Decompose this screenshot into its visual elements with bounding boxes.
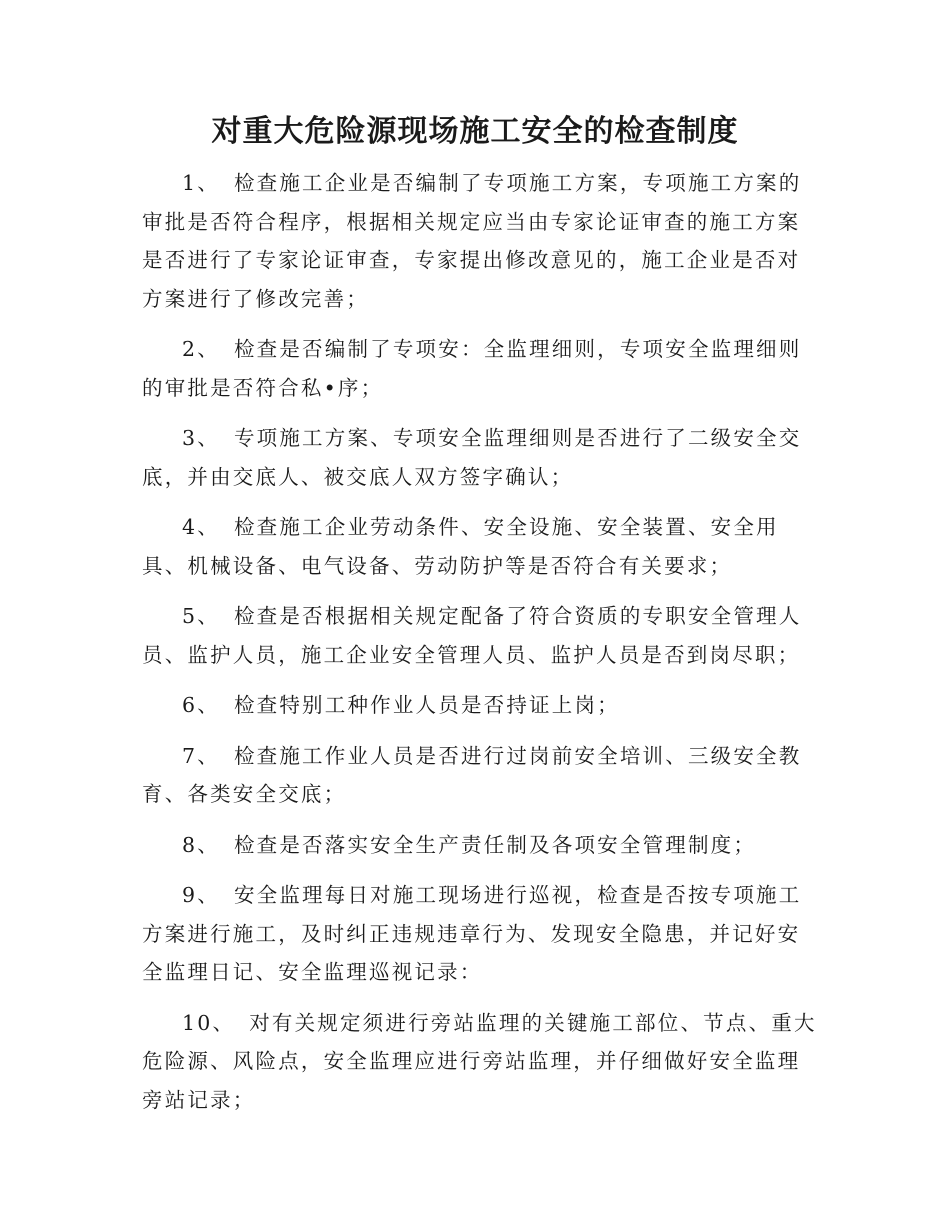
item-number: 3、 [182,426,220,450]
item-text: 检查施工作业人员是否进行过岗前安全培训、三级安全教育、各类安全交底； [142,743,802,806]
item-text: 检查是否编制了专项安：全监理细则，专项安全监理细则的审批是否符合私•序； [142,337,802,400]
item-number: 10、 [182,1010,236,1035]
item-text: 检查施工企业劳动条件、安全设施、安全装置、安全用具、机械设备、电气设备、劳动防护等是否符合有关要求； [142,515,779,578]
list-item [142,876,817,992]
item-number: 2、 [182,337,220,361]
item-text: 检查是否落实安全生产责任制及各项安全管理制度； [233,832,757,857]
item-text: 专项施工方案、专项安全监理细则是否进行了二级安全交底，并由交底人、被交底人双方签字确认； [142,426,802,489]
list-item [142,597,817,674]
item-number: 6、 [182,693,220,717]
item-number: 8、 [182,832,220,857]
item-number: 1、 [182,171,220,195]
item-text: 检查特别工种作业人员是否持证上岗； [233,693,620,717]
item-text: 检查施工企业是否编制了专项施工方案，专项施工方案的审批是否符合程序，根据相关规定应当由专家论证审查的施工方案是否进行了专家论证审查，专家提出修改意见的，施工企业是否对方案进行了修改完善； [142,171,802,311]
item-number: 7、 [182,743,220,768]
inspection-item-list [142,164,817,1131]
item-text: 对有关规定须进行旁站监理的关键施工部位、节点、重大危险源、风险点，安全监理应进行旁站监理，并仔细做好安全监理旁站记录； [142,1010,817,1112]
item-number: 5、 [182,604,220,628]
item-number: 9、 [182,883,220,907]
list-item [142,737,817,814]
list-item [142,508,817,585]
list-item [142,686,817,725]
list-item [142,826,817,865]
item-text: 安全监理每日对施工现场进行巡视，检查是否按专项施工方案进行施工，及时纠正违规违章行为、发现安全隐患，并记好安全监理日记、安全监理巡视记录： [142,883,802,984]
list-item [142,419,817,496]
item-text: 检查是否根据相关规定配备了符合资质的专职安全管理人员、监护人员，施工企业安全管理人员、监护人员是否到岗尽职； [142,604,802,667]
list-item [142,1004,817,1120]
list-item [142,164,817,318]
list-item [142,330,817,407]
item-number: 4、 [182,515,220,539]
document-title: 对重大危险源现场施工安全的检查制度 [211,114,739,149]
